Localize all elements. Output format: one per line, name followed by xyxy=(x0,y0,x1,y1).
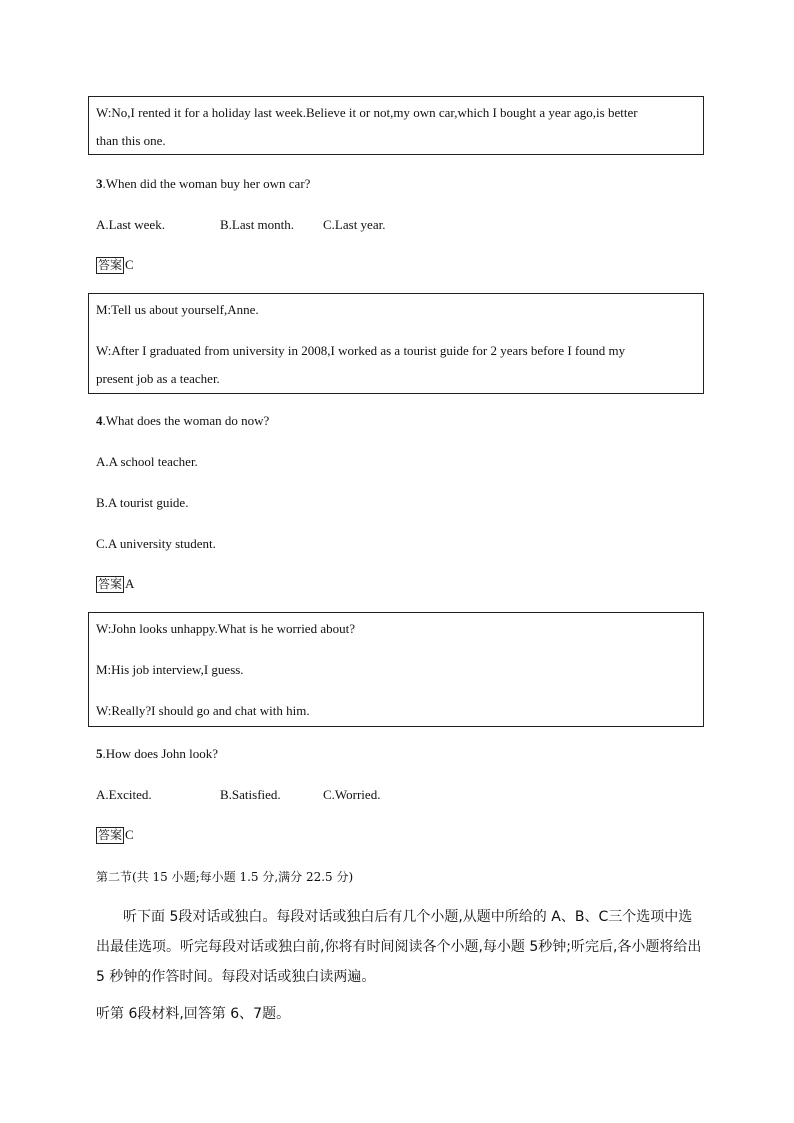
option-c: C.Worried. xyxy=(323,787,381,802)
answer-row xyxy=(96,827,134,844)
question-text: .How does John look? xyxy=(102,746,219,761)
question-5 xyxy=(96,746,218,762)
question-number: 4 xyxy=(96,413,103,428)
question-number: 3 xyxy=(96,176,103,191)
answer-row xyxy=(96,257,134,274)
option-a: A.A school teacher. xyxy=(96,454,198,469)
answer-label: 答案 xyxy=(98,258,123,272)
dialogue-line: M:His job interview,I guess. xyxy=(96,662,244,677)
answer-label: 答案 xyxy=(98,828,123,842)
dialogue-line: W:John looks unhappy.What is he worried about? xyxy=(96,621,355,636)
dialogue-line: M:Tell us about yourself,Anne. xyxy=(96,302,259,317)
answer-label: 答案 xyxy=(98,577,123,591)
question-4 xyxy=(96,413,269,429)
answer-row xyxy=(96,576,134,593)
option-b: B.Satisfied. xyxy=(220,787,281,802)
answer-value: C xyxy=(125,827,134,842)
dialogue-line: W:Really?I should go and chat with him. xyxy=(96,703,310,718)
option-b: B.Last month. xyxy=(220,217,295,232)
question-number: 5 xyxy=(96,746,103,761)
answer-value: C xyxy=(125,257,134,272)
option-a: A.Last week. xyxy=(96,217,165,232)
dialogue-line: present job as a teacher. xyxy=(96,371,220,386)
dialogue-line: than this one. xyxy=(96,133,166,148)
question-text: .When did the woman buy her own car? xyxy=(102,176,311,191)
question-text: .What does the woman do now? xyxy=(102,413,270,428)
dialogue-line: W:No,I rented it for a holiday last week.Believe it or not,my own car,which I bought a year ago,is better xyxy=(96,105,638,120)
section-instructions xyxy=(96,902,706,992)
instruction-line: 出最佳选项。听完每段对话或独白前,你将有时间阅读各个小题,每小题 5秒钟;听完后,各小题将给出 xyxy=(96,939,702,955)
option-c: C.A university student. xyxy=(96,536,216,551)
dialogue-box-q5 xyxy=(88,612,704,727)
option-c: C.Last year. xyxy=(323,217,386,232)
dialogue-box-q4 xyxy=(88,293,704,394)
dialogue-box-q3 xyxy=(88,96,704,155)
answer-value: A xyxy=(125,576,135,591)
instruction-line: 5 秒钟的作答时间。每段对话或独白读两遍。 xyxy=(96,969,376,985)
option-a: A.Excited. xyxy=(96,787,152,802)
instruction-line: 听下面 5段对话或独白。每段对话或独白后有几个小题,从题中所给的 A、B、C三个选项中选 xyxy=(123,909,693,925)
material-note: 听第 6段材料,回答第 6、7题。 xyxy=(96,1006,291,1022)
dialogue-line: W:After I graduated from university in 2008,I worked as a tourist guide for 2 years before I found my xyxy=(96,343,626,358)
option-b: B.A tourist guide. xyxy=(96,495,189,510)
section-heading: 第二节(共 15 小题;每小题 1.5 分,满分 22.5 分) xyxy=(96,870,354,884)
question-3 xyxy=(96,176,310,192)
